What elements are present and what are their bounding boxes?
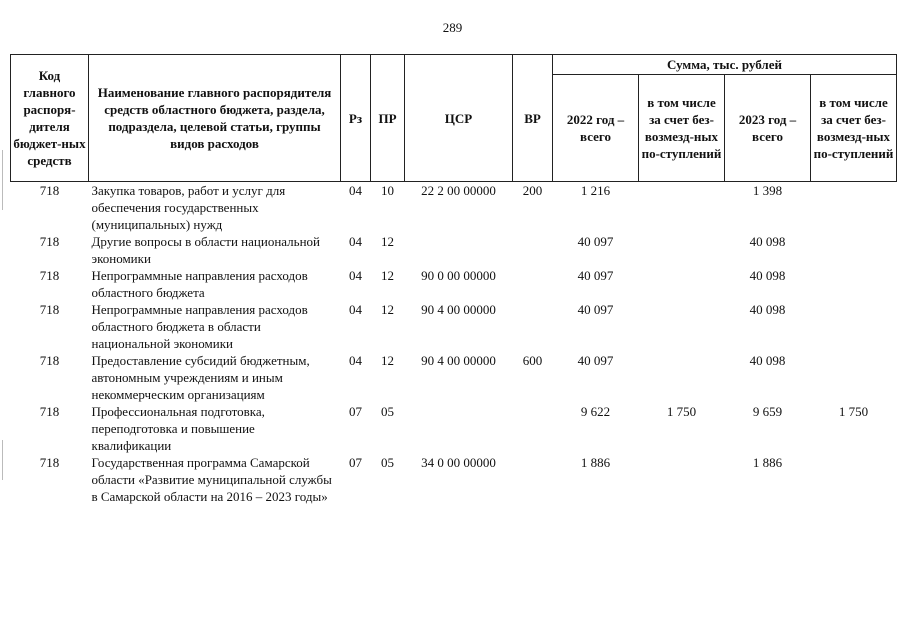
- header-2023-free: в том числе за счет без-возмезд-ных по-ступлений: [811, 75, 897, 182]
- cell-name: Непрограммные направления расходов областного бюджета: [91, 268, 308, 300]
- cell-pr: 10: [381, 183, 394, 198]
- cell-2022-total: 40 097: [577, 234, 614, 249]
- scan-edge-mark: [2, 150, 3, 210]
- cell-2022-total: 1 886: [580, 455, 611, 470]
- cell-2022-free: [639, 454, 725, 505]
- cell-2022-free: [639, 267, 725, 301]
- header-vr: ВР: [513, 55, 553, 182]
- cell-rz: 07: [349, 404, 362, 419]
- cell-2022-total: 1 216: [580, 183, 611, 198]
- cell-rz: 04: [349, 183, 362, 198]
- cell-code: 718: [39, 404, 60, 419]
- budget-table: [10, 54, 897, 505]
- cell-2023-free: [811, 301, 897, 352]
- cell-2022-free: [639, 233, 725, 267]
- table-row: [11, 182, 897, 234]
- cell-csr: [405, 403, 513, 454]
- cell-2023-free: [811, 233, 897, 267]
- cell-2023-total: 9 659: [752, 404, 783, 419]
- cell-pr: 05: [381, 404, 394, 419]
- cell-rz: 07: [349, 455, 362, 470]
- cell-2023-total: 40 098: [749, 234, 786, 249]
- cell-csr: [405, 233, 513, 267]
- table-body: [11, 182, 897, 506]
- header-pr: ПР: [371, 55, 405, 182]
- cell-csr: 90 4 00 00000: [421, 353, 496, 368]
- header-name: Наименование главного распорядителя средств областного бюджета, раздела, подраздела, целевой статьи, группы видов расходов: [89, 55, 341, 182]
- cell-code: 718: [39, 183, 60, 198]
- cell-name: Государственная программа Самарской области «Развитие муниципальной службы в Самарской области на 2016 – 2023 годы»: [91, 455, 332, 504]
- cell-pr: 12: [381, 353, 394, 368]
- cell-2023-free: [811, 352, 897, 403]
- header-2023-total: 2023 год – всего: [725, 75, 811, 182]
- cell-2022-total: 40 097: [577, 353, 614, 368]
- cell-2023-free: [811, 454, 897, 505]
- cell-vr: 600: [522, 353, 543, 368]
- page-number: 289: [442, 20, 463, 35]
- cell-name: Непрограммные направления расходов областного бюджета в области национальной экономики: [91, 302, 308, 351]
- cell-code: 718: [39, 455, 60, 470]
- table-row: [11, 454, 897, 505]
- cell-2022-free: 1 750: [666, 404, 697, 419]
- cell-2022-free: [639, 352, 725, 403]
- table-header: [11, 55, 897, 182]
- cell-vr: 200: [522, 183, 543, 198]
- cell-2022-free: [639, 182, 725, 234]
- cell-vr: [513, 454, 553, 505]
- cell-rz: 04: [349, 353, 362, 368]
- cell-2023-free: 1 750: [838, 404, 869, 419]
- cell-vr: [513, 403, 553, 454]
- cell-vr: [513, 301, 553, 352]
- cell-csr: 34 0 00 00000: [421, 455, 496, 470]
- table-row: [11, 403, 897, 454]
- cell-csr: 22 2 00 00000: [421, 183, 496, 198]
- table-row: [11, 233, 897, 267]
- cell-2023-total: 40 098: [749, 302, 786, 317]
- cell-name: Предоставление субсидий бюджетным, автономным учреждениям и иным некоммерческим организациям: [91, 353, 310, 402]
- cell-name: Профессиональная подготовка, переподготовка и повышение квалификации: [91, 404, 265, 453]
- cell-code: 718: [39, 268, 60, 283]
- cell-code: 718: [39, 234, 60, 249]
- cell-pr: 05: [381, 455, 394, 470]
- cell-2023-total: 40 098: [749, 268, 786, 283]
- cell-pr: 12: [381, 234, 394, 249]
- cell-2023-total: 40 098: [749, 353, 786, 368]
- cell-2022-free: [639, 301, 725, 352]
- header-2022-free: в том числе за счет без-возмезд-ных по-ступлений: [639, 75, 725, 182]
- header-csr: ЦСР: [405, 55, 513, 182]
- cell-2022-total: 9 622: [580, 404, 611, 419]
- cell-vr: [513, 267, 553, 301]
- cell-2022-total: 40 097: [577, 302, 614, 317]
- cell-code: 718: [39, 302, 60, 317]
- header-sum: Сумма, тыс. рублей: [553, 55, 897, 75]
- cell-2023-total: 1 398: [752, 183, 783, 198]
- cell-rz: 04: [349, 302, 362, 317]
- header-code: Код главного распоря-дителя бюджет-ных средств: [11, 55, 89, 182]
- cell-2023-free: [811, 182, 897, 234]
- cell-2023-free: [811, 267, 897, 301]
- cell-csr: 90 4 00 00000: [421, 302, 496, 317]
- cell-2022-total: 40 097: [577, 268, 614, 283]
- cell-name: Закупка товаров, работ и услуг для обеспечения государственных (муниципальных) нужд: [91, 183, 286, 232]
- cell-rz: 04: [349, 234, 362, 249]
- header-rz: Рз: [341, 55, 371, 182]
- table-row: [11, 267, 897, 301]
- cell-name: Другие вопросы в области национальной экономики: [91, 234, 320, 266]
- cell-2023-total: 1 886: [752, 455, 783, 470]
- cell-pr: 12: [381, 302, 394, 317]
- cell-rz: 04: [349, 268, 362, 283]
- cell-code: 718: [39, 353, 60, 368]
- header-2022-total: 2022 год – всего: [553, 75, 639, 182]
- cell-csr: 90 0 00 00000: [421, 268, 496, 283]
- cell-pr: 12: [381, 268, 394, 283]
- table-row: [11, 352, 897, 403]
- table-row: [11, 301, 897, 352]
- scan-edge-mark: [2, 440, 3, 480]
- cell-vr: [513, 233, 553, 267]
